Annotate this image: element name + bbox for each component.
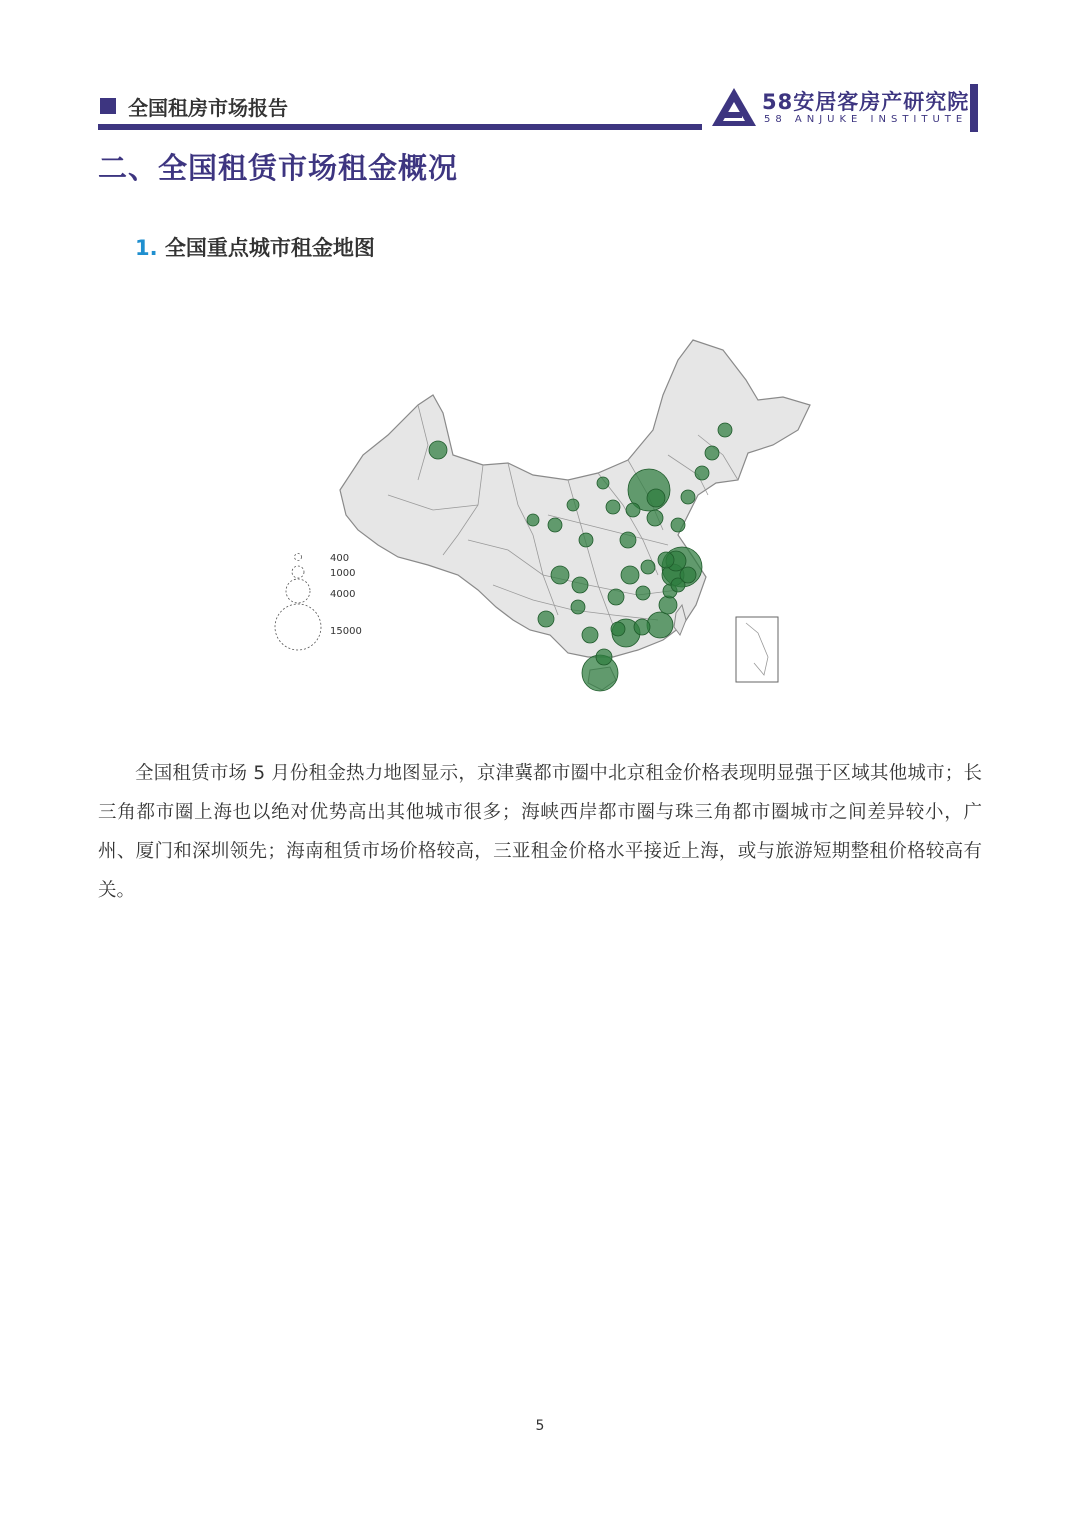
legend-label-1000: 1000 [330, 568, 356, 579]
legend-circle-400 [295, 554, 302, 561]
bubble-changsha [608, 589, 624, 605]
logo-english-name: 58 ANJUKE INSTITUTE [764, 114, 968, 125]
bubble-lanzhou [548, 518, 562, 532]
bubble-harbin [718, 423, 732, 437]
bubble-wuhan [621, 566, 639, 584]
logo-bar [970, 84, 978, 132]
bubble-chongqing [572, 577, 588, 593]
bubble-changchun [705, 446, 719, 460]
bubble-qingdao [671, 518, 685, 532]
bubble-foshan [611, 622, 625, 636]
subsection-title [135, 232, 375, 262]
bubble-shenzhen [647, 612, 673, 638]
bubble-dongguan [634, 619, 650, 635]
bubble-hefei [641, 560, 655, 574]
institute-logo [712, 84, 982, 132]
legend-label-4000: 4000 [330, 589, 356, 600]
header-divider [98, 124, 702, 130]
map-legend [275, 554, 321, 651]
header-square-icon [100, 98, 116, 114]
bubble-kunming [538, 611, 554, 627]
legend-label-400: 400 [330, 553, 350, 564]
legend-circle-1000 [292, 566, 304, 578]
china-map-svg [268, 335, 820, 740]
bubble-nanchang [636, 586, 650, 600]
bubble-tianjin [647, 489, 665, 507]
subsection-text: 全国重点城市租金地图 [164, 236, 375, 260]
south-sea-inset [736, 617, 778, 682]
bubble-ningbo [680, 567, 696, 583]
page-number: 5 [535, 1418, 545, 1434]
bubble-xiamen [659, 596, 677, 614]
logo-chinese-name: 58安居客房产研究院 [762, 90, 970, 114]
rent-bubble-map [268, 335, 820, 740]
bubble-xian [579, 533, 593, 547]
logo-triangle-icon [712, 88, 756, 126]
bubble-chengdu [551, 566, 569, 584]
legend-circle-15000 [275, 604, 321, 650]
bubble-guiyang [571, 600, 585, 614]
bubble-haikou [596, 649, 612, 665]
bubble-shenyang [695, 466, 709, 480]
section-title: 二、全国租赁市场租金概况 [98, 151, 459, 185]
bubble-urumqi [429, 441, 447, 459]
legend-label-15000: 15000 [330, 626, 362, 637]
bubble-nanning [582, 627, 598, 643]
bubble-hohhot [597, 477, 609, 489]
legend-circle-4000 [286, 579, 310, 603]
bubble-zhengzhou [620, 532, 636, 548]
bubble-jinan [647, 510, 663, 526]
subsection-number: 1. [135, 236, 158, 260]
bubble-taiyuan [606, 500, 620, 514]
bubble-shijiazhuang [626, 503, 640, 517]
bubble-yinchuan [567, 499, 579, 511]
body-paragraph: 全国租赁市场 5 月份租金热力地图显示，京津冀都市圈中北京租金价格表现明显强于区域其他城市；长三角都市圈上海也以绝对优势高出其他城市很多；海峡西岸都市圈与珠三角都市圈城市之间差异较小，广州、厦门和深圳领先；海南租赁市场价格较高，三亚租金价格水平接近上海，或与旅游短期整租价格较高有关。 [98, 763, 982, 901]
bubble-dalian [681, 490, 695, 504]
bubble-nanjing [658, 552, 674, 568]
report-title: 全国租房市场报告 [128, 96, 288, 120]
bubble-xining [527, 514, 539, 526]
